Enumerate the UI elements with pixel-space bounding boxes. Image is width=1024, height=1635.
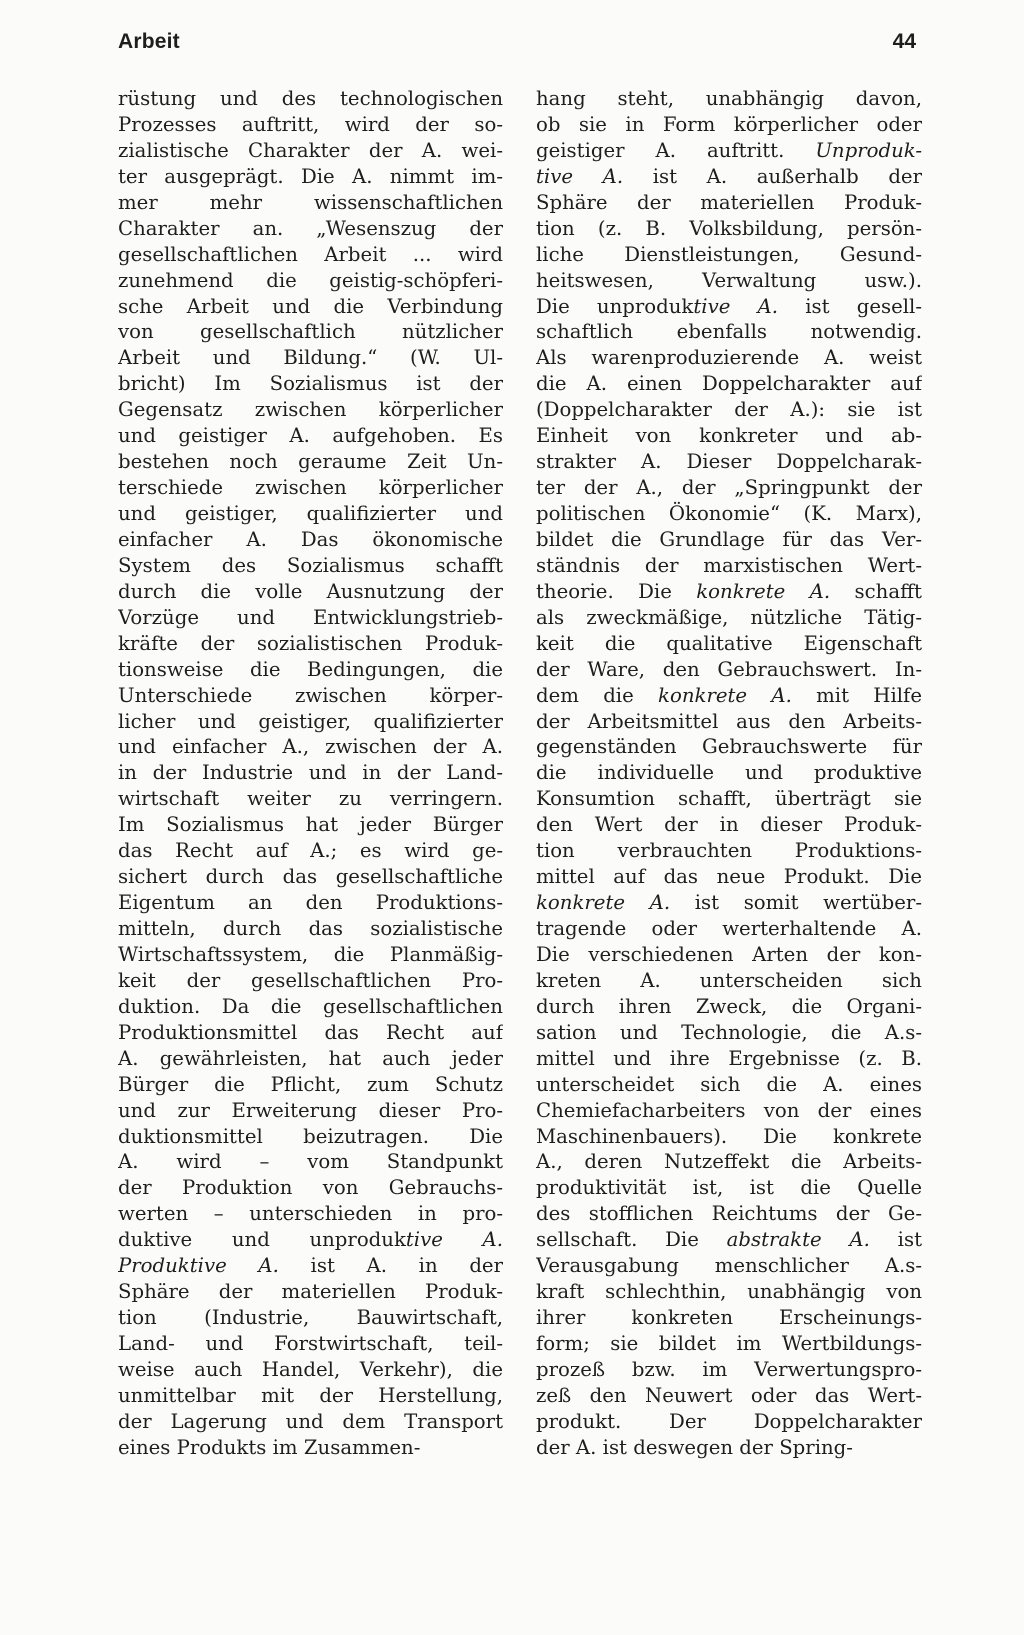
text-line: mittel auf das neue Produkt. Die	[536, 865, 922, 889]
text-line: Chemiefacharbeiters von der eines	[536, 1098, 922, 1122]
text-line: kraft schlechthin, unabhängig von	[536, 1280, 922, 1304]
text-line: der Arbeitsmittel aus den Arbeits-	[536, 709, 922, 733]
text-line: schaftlich ebenfalls notwendig.	[536, 320, 922, 344]
text-line: wirtschaft weiter zu verringern.	[118, 787, 503, 811]
text-line: die A. einen Doppelcharakter auf	[536, 372, 922, 396]
text-line: sche Arbeit und die Verbindung	[118, 294, 503, 318]
text-line: hang steht, unabhängig davon,	[536, 87, 922, 110]
text-line: Land- und Forstwirtschaft, teil-	[118, 1332, 503, 1355]
text-line: Im Sozialismus hat jeder Bürger	[118, 813, 503, 837]
text-line: mer mehr wissenschaftlichen	[118, 190, 503, 214]
text-line: Verausgabung menschlicher A.s-	[536, 1254, 922, 1278]
text-line: terschiede zwischen körperlicher	[118, 476, 503, 500]
text-line: als zweckmäßige, nützliche Tätig-	[536, 605, 922, 629]
text-line: geistiger A. auftritt. Unproduk-	[536, 138, 922, 162]
text-line: der A. ist deswegen der Spring-	[536, 1435, 853, 1459]
text-line: duktion. Da die gesellschaftlichen	[118, 994, 503, 1018]
text-line: produktivität ist, ist die Quelle	[536, 1176, 922, 1200]
text-line: Eigentum an den Produktions-	[118, 891, 503, 915]
text-line: duktive und unproduktive A.	[118, 1228, 503, 1252]
text-line: der Ware, den Gebrauchswert. In-	[536, 657, 922, 681]
text-line: Einheit von konkreter und ab-	[536, 424, 922, 448]
text-line: Charakter an. „Wesenszug der	[118, 216, 503, 240]
page-number: 44	[892, 30, 916, 53]
text-line: zunehmend die geistig-schöpferi-	[118, 268, 503, 292]
text-line: und einfacher A., zwischen der A.	[118, 735, 503, 759]
text-line: heitswesen, Verwaltung usw.).	[536, 268, 922, 292]
text-line: ständnis der marxistischen Wert-	[536, 553, 922, 577]
running-head: Arbeit	[118, 30, 180, 53]
text-line: Sphäre der materiellen Produk-	[118, 1280, 503, 1304]
text-line: werten – unterschieden in pro-	[118, 1202, 503, 1226]
text-line: weise auch Handel, Verkehr), die	[118, 1357, 503, 1381]
text-line: mittel und ihre Ergebnisse (z. B.	[536, 1046, 922, 1070]
text-column-right	[536, 86, 922, 1461]
text-line: unterscheidet sich die A. eines	[536, 1072, 922, 1096]
text-line: theorie. Die konkrete A. schafft	[536, 579, 922, 603]
text-line: strakter A. Dieser Doppelcharak-	[536, 450, 922, 474]
text-line: von gesellschaftlich nützlicher	[118, 320, 503, 344]
text-line: sichert durch das gesellschaftliche	[118, 865, 503, 889]
text-line: ter der A., der „Springpunkt der	[536, 476, 922, 500]
text-line: (Doppelcharakter der A.): sie ist	[536, 398, 922, 422]
text-line: ob sie in Form körperlicher oder	[536, 112, 922, 136]
text-line: produkt. Der Doppelcharakter	[536, 1409, 922, 1433]
text-line: Produktive A. ist A. in der	[118, 1254, 503, 1278]
text-line: die individuelle und produktive	[536, 761, 922, 785]
text-line: gesellschaftlichen Arbeit ... wird	[118, 242, 503, 266]
text-line: und zur Erweiterung dieser Pro-	[118, 1098, 503, 1122]
text-line: Gegensatz zwischen körperlicher	[118, 398, 503, 422]
text-line: tion (z. B. Volksbildung, persön-	[536, 216, 922, 240]
text-line: ihrer konkreten Erscheinungs-	[536, 1306, 922, 1330]
text-line: keit der gesellschaftlichen Pro-	[118, 968, 503, 992]
page-header	[118, 30, 916, 66]
text-line: bestehen noch geraume Zeit Un-	[118, 450, 503, 474]
text-line: Die unproduktive A. ist gesell-	[536, 294, 922, 318]
text-line: zialistische Charakter der A. wei-	[118, 138, 503, 162]
text-line: duktionsmittel beizutragen. Die	[118, 1124, 503, 1148]
text-line: mitteln, durch das sozialistische	[118, 917, 503, 940]
text-line: eines Produkts im Zusammen-	[118, 1435, 421, 1459]
text-line: in der Industrie und in der Land-	[118, 761, 503, 785]
text-line: sellschaft. Die abstrakte A. ist	[536, 1228, 922, 1252]
text-line: Unterschiede zwischen körper-	[118, 683, 503, 707]
text-line: Maschinenbauers). Die konkrete	[536, 1124, 922, 1148]
text-line: liche Dienstleistungen, Gesund-	[536, 242, 922, 266]
text-line: tionsweise die Bedingungen, die	[118, 657, 503, 681]
text-column-left	[118, 86, 503, 1461]
text-line: Wirtschaftssystem, die Planmäßig-	[118, 942, 503, 966]
text-line: konkrete A. ist somit wertüber-	[536, 891, 922, 915]
text-line: kräfte der sozialistischen Produk-	[118, 631, 503, 655]
text-line: Konsumtion schafft, überträgt sie	[536, 787, 922, 811]
text-line: das Recht auf A.; es wird ge-	[118, 839, 503, 863]
text-line: sation und Technologie, die A.s-	[536, 1020, 922, 1044]
text-line: keit die qualitative Eigenschaft	[536, 631, 922, 655]
text-line: licher und geistiger, qualifizierter	[118, 709, 503, 733]
text-line: Sphäre der materiellen Produk-	[536, 190, 922, 214]
text-line: und geistiger A. aufgehoben. Es	[118, 424, 503, 448]
text-line: bricht) Im Sozialismus ist der	[118, 372, 503, 396]
text-line: Bürger die Pflicht, zum Schutz	[118, 1072, 503, 1096]
text-line: zeß den Neuwert oder das Wert-	[536, 1383, 922, 1407]
text-line: tragende oder werterhaltende A.	[536, 917, 922, 940]
text-line: System des Sozialismus schafft	[118, 553, 503, 577]
text-line: tive A. ist A. außerhalb der	[536, 164, 922, 188]
text-line: bildet die Grundlage für das Ver-	[536, 527, 922, 551]
text-line: kreten A. unterscheiden sich	[536, 968, 922, 992]
text-line: den Wert der in dieser Produk-	[536, 813, 922, 837]
text-line: A. wird – vom Standpunkt	[118, 1150, 503, 1174]
text-line: durch die volle Ausnutzung der	[118, 579, 503, 603]
text-line: ter ausgeprägt. Die A. nimmt im-	[118, 164, 503, 188]
text-line: rüstung und des technologischen	[118, 87, 503, 110]
text-line: A., deren Nutzeffekt die Arbeits-	[536, 1150, 922, 1174]
text-line: tion verbrauchten Produktions-	[536, 839, 922, 863]
text-line: Prozesses auftritt, wird der so-	[118, 112, 503, 136]
text-line: durch ihren Zweck, die Organi-	[536, 994, 922, 1018]
text-line: und geistiger, qualifizierter und	[118, 502, 503, 525]
text-line: des stofflichen Reichtums der Ge-	[536, 1202, 922, 1226]
text-line: gegenständen Gebrauchswerte für	[536, 735, 922, 759]
text-line: einfacher A. Das ökonomische	[118, 527, 503, 551]
text-line: dem die konkrete A. mit Hilfe	[536, 683, 922, 707]
text-line: der Produktion von Gebrauchs-	[118, 1176, 503, 1200]
text-line: Als warenproduzierende A. weist	[536, 346, 922, 370]
text-line: prozeß bzw. im Verwertungspro-	[536, 1357, 922, 1381]
text-line: Arbeit und Bildung.“ (W. Ul-	[118, 346, 503, 370]
text-line: A. gewährleisten, hat auch jeder	[118, 1046, 503, 1070]
text-line: tion (Industrie, Bauwirtschaft,	[118, 1306, 503, 1330]
text-line: politischen Ökonomie“ (K. Marx),	[536, 502, 922, 525]
text-line: Die verschiedenen Arten der kon-	[536, 942, 922, 966]
text-line: Vorzüge und Entwicklungstrieb-	[118, 605, 503, 629]
text-line: der Lagerung und dem Transport	[118, 1409, 503, 1433]
text-line: unmittelbar mit der Herstellung,	[118, 1383, 503, 1407]
text-line: form; sie bildet im Wertbildungs-	[536, 1332, 922, 1355]
text-line: Produktionsmittel das Recht auf	[118, 1020, 503, 1044]
